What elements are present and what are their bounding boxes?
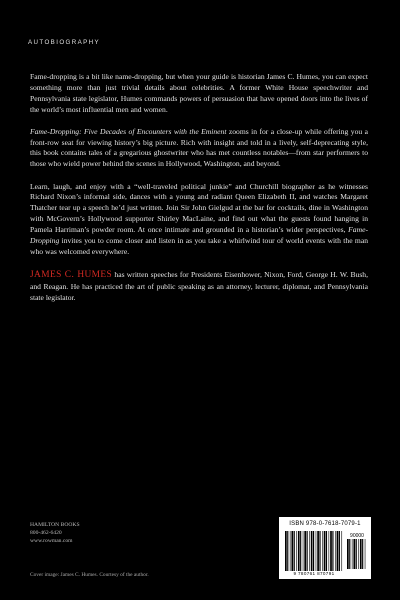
- author-name: JAMES C. HUMES: [30, 269, 113, 280]
- description-paragraph-3-text-a: Learn, laugh, and enjoy with a “well-traveled political junkie” and Churchill biographer as he witnesses Richard Nixon’s informal side, dances with a young and radiant Queen Elizabeth II, and watches Margaret Thatcher tear up a speech he’d just written. Join Sir John Gielgud at the bar for cocktails, dine in Washington with McGovern’s Hollywood supporter Shirley MacLaine, and find out what the guests found hanging in Pamela Harriman’s powder room. At once intimate and grounded in a historian’s wider perspectives,: [30, 181, 368, 234]
- publisher-website: www.rowman.com: [30, 537, 73, 544]
- publisher-name: HAMILTON BOOKS: [30, 522, 80, 528]
- barcode-bars-icon: [285, 531, 345, 571]
- publisher-info: [30, 522, 80, 546]
- description-paragraph-2: [30, 127, 368, 170]
- book-title: Fame-Dropping: Five Decades of Encounters with the Eminent: [30, 126, 227, 136]
- author-bio-text: has written speeches for Presidents Eisenhower, Nixon, Ford, George H. W. Bush, and Reagan. He has practiced the art of public speaking as an attorney, lecturer, diplomat, and Pennsylvania state legislator.: [30, 269, 368, 303]
- description-paragraph-3: [30, 182, 368, 258]
- cover-credit: Cover image: James C. Humes. Courtesy of the author.: [30, 572, 149, 578]
- barcode: [279, 517, 371, 579]
- barcode-addon-bars-icon: [347, 539, 367, 569]
- back-cover-copy: [30, 72, 368, 315]
- isbn-text: ISBN 978-0-7618-7079-1: [289, 521, 361, 527]
- description-paragraph-1: Fame-dropping is a bit like name-dropping, but when your guide is historian James C. Humes, you can expect something more than just trivial details about celebrities. A former White House speechwriter and Pennsylvania state legislator, Humes commands powers of persuasion that have opened doors into the lives of the world’s most influential men and women.: [30, 72, 368, 114]
- description-paragraph-3-text-b: invites you to come closer and listen in as you take a whirlwind tour of world events with the man who was welcomed everywhere.: [30, 235, 368, 256]
- category-label: AUTOBIOGRAPHY: [28, 39, 101, 46]
- barcode-digits: 9 780761 870791: [293, 571, 335, 576]
- author-bio: [30, 269, 368, 304]
- book-title-short: Fame-Dropping: [30, 224, 368, 245]
- barcode-addon-digits: 90000: [350, 533, 364, 539]
- description-paragraph-2-text: zooms in for a close-up while offering you a front-row seat for viewing history’s big picture. Rich with insight and told in a lively, self-deprecating style, this book contains tales of a gregarious ghostwriter who has met countless notables—from star performers to those who wield power behind the scenes in Hollywood, Washington, and beyond.: [30, 126, 368, 169]
- publisher-phone: 800-462-6420: [30, 529, 62, 536]
